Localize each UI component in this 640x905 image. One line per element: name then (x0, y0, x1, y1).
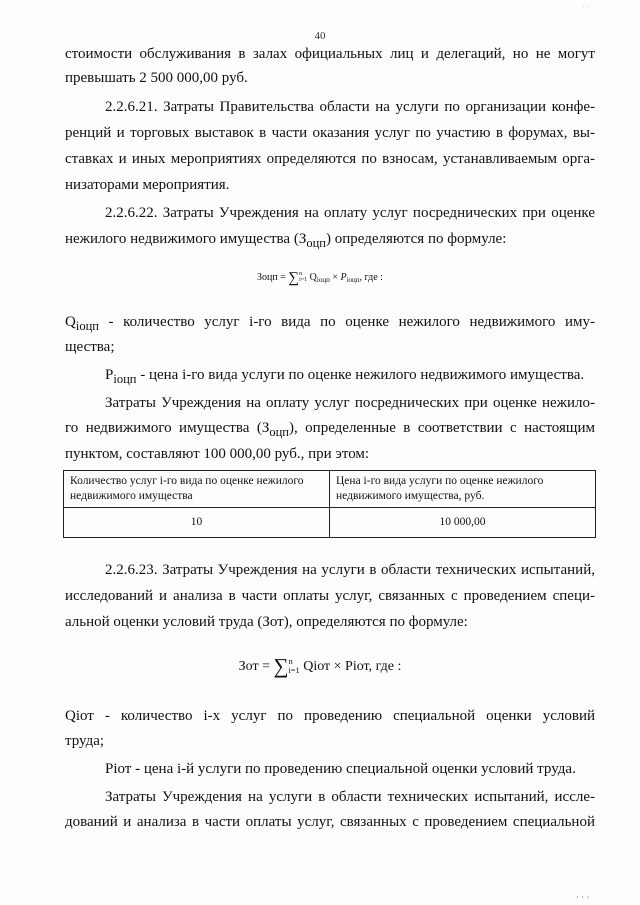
table-cell: 10 000,00 (330, 508, 596, 538)
paragraph-line: низаторами мероприятия. (65, 177, 230, 193)
subscript: iоцп (113, 372, 137, 386)
paragraph-line: дований и анализа в части оплаты услуг, связанных с проведением специальной (65, 814, 595, 830)
paragraph-line: труда; (65, 733, 105, 749)
paragraph-line: Затраты Учреждения на услуги в области технических испытаний, иссле- (105, 789, 595, 805)
text: - цена i-го вида услуги по оценке нежилого недвижимого имущества. (136, 367, 585, 383)
paragraph-line: пунктом, составляют 100 000,00 руб., при этом: (65, 446, 370, 462)
formula-lhs: Зоцп (257, 271, 278, 283)
formula-equals: = (277, 271, 289, 283)
sum-symbol: ∑ (273, 654, 289, 678)
scan-mark-bottom: ,,, (576, 889, 592, 899)
paragraph-line: ренций и торговых выставок в части оказания услуг по участию в форумах, вы- (65, 125, 595, 141)
paragraph-line (65, 312, 595, 336)
text: нежилого недвижимого имущества (З (65, 231, 307, 247)
text: P (105, 367, 114, 383)
text: ), определенные в соответствии с настоящим (288, 420, 595, 436)
paragraph-line: исследований и анализа в части оплаты услуг, связанных с проведением специ- (65, 588, 595, 604)
paragraph-line: превышать 2 500 000,00 руб. (65, 70, 248, 86)
paragraph-line: альной оценки условий труда (Зот), определяются по формуле: (65, 614, 468, 630)
valuation-cost-table (63, 470, 596, 538)
paragraph-line: Piот - цена i-й услуги по проведению специальной оценки условий труда. (105, 761, 576, 777)
table-row (64, 508, 596, 538)
text: ) определяются по формуле: (326, 231, 507, 247)
paragraph-line: ставках и иных мероприятиях определяются по взносам, устанавливаемым орга- (65, 151, 595, 167)
paragraph-line: Qiот - количество i-х услуг по проведению специальной оценки условий (65, 708, 595, 724)
scan-mark-top: . . (582, 0, 588, 9)
sum-lower: i=1 (299, 277, 308, 284)
text: го недвижимого имущества (З (65, 420, 270, 436)
formula-lhs: Зот (238, 658, 259, 674)
paragraph-line: 2.2.6.21. Затраты Правительства области на услуги по организации конфе- (105, 99, 595, 115)
formula-tail: , где : (359, 271, 383, 283)
paragraph-line: стоимости обслуживания в залах официальных лиц и делегаций, но не могут (65, 46, 595, 62)
formula-body: Qiот × Piот (303, 658, 369, 674)
formula-times: × (329, 271, 341, 283)
formula-p: P (340, 271, 347, 283)
paragraph-line: 2.2.6.23. Затраты Учреждения на услуги в области технических испытаний, (105, 562, 595, 578)
sum-upper: n (288, 657, 293, 667)
text: - количество услуг i-го вида по оценке нежилого недвижимого иму- (98, 314, 595, 330)
text: Q (65, 314, 76, 330)
table-cell: 10 (64, 508, 330, 538)
paragraph-line (65, 229, 595, 253)
paragraph-line: Затраты Учреждения на оплату услуг посреднических при оценке нежило- (105, 395, 595, 411)
formula-labor-assessment (0, 654, 640, 679)
formula-equals: = (258, 658, 274, 674)
page-number: 40 (314, 30, 326, 42)
formula-p-sub: iоцп (346, 275, 360, 284)
paragraph-line: 2.2.6.22. Затраты Учреждения на оплату услуг посреднических при оценке (105, 205, 595, 221)
formula-tail: , где : (368, 658, 402, 674)
paragraph-line: щества; (65, 339, 115, 355)
formula-valuation (0, 270, 640, 287)
sum-limits (299, 271, 307, 283)
table-header-cell: Количество услуг i-го вида по оценке нежилого недвижимого имущества (64, 471, 330, 508)
subscript: оцп (306, 236, 326, 250)
subscript: iоцп (75, 319, 99, 333)
sum-limits (288, 658, 299, 675)
paragraph-line (65, 418, 595, 442)
formula-q-sub: iоцп (316, 275, 330, 284)
subscript: оцп (269, 425, 289, 439)
paragraph-line (65, 365, 595, 389)
sum-lower: i=1 (288, 665, 300, 675)
sum-symbol: ∑ (288, 270, 300, 286)
formula-q: Q (309, 271, 317, 283)
table-header-row (64, 471, 596, 508)
table-header-cell: Цена i-го вида услуги по оценке нежилого недвижимого имущества, руб. (330, 471, 596, 508)
sum-upper: n (299, 271, 303, 278)
